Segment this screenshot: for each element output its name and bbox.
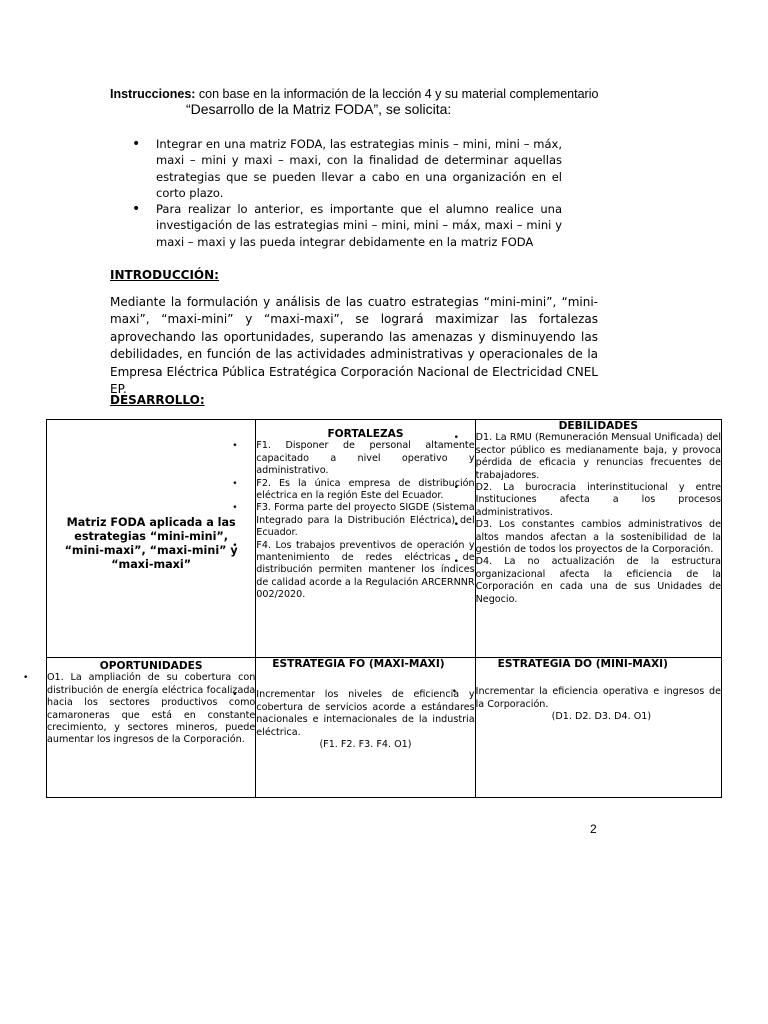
list-item: • O1. La ampliación de su cobertura con distribución de energía eléctrica focalizada hacia los sectores productivos como camaroneras que está en constante crecimiento, y sectores mineros, puede aumentar los ingresos de la Corporación. [47, 672, 255, 746]
debilidades-cell [475, 420, 721, 658]
oportunidades-heading: OPORTUNIDADES [99, 660, 203, 672]
list-item: • D4. La no actualización de la estructura organizacional afecta la eficiencia de la Corporación en cada una de sus Unidades de Negocio. [476, 556, 721, 606]
list-item: • D3. Los constantes cambios administrativos de altos mandos afectan a la sostenibilidad de la gestión de todos los proyectos de la Corporación. [476, 519, 721, 556]
estrategia-fo-list [256, 689, 474, 739]
foda-matrix-table [46, 419, 722, 798]
page-number: 2 [590, 822, 597, 836]
instructions-label: Instrucciones: [110, 87, 196, 101]
estrategia-do-cell [475, 658, 721, 798]
bullet-item: • Integrar en una matriz FODA, las estrategias minis – mini, mini – máx, maxi – mini y maxi – maxi, con la finalidad de determinar aquellas estrategias que se pueden llevar a cabo en una organización en el corto plazo. [130, 136, 562, 201]
list-item: • D2. La burocracia interinstitucional y entre Instituciones afecta a los procesos administrativos. [476, 482, 721, 519]
estrategia-fo-heading: ESTRATEGIA FO (MAXI-MAXI) [272, 658, 445, 670]
oportunidades-cell [47, 658, 256, 798]
instructions-text: con base en la información de la lección 4 y su material complementario [195, 87, 599, 101]
oportunidades-list [47, 672, 255, 746]
estrategia-fo-cell [256, 658, 475, 798]
list-item: • Incrementar los niveles de eficiencia y cobertura de servicios acorde a estándares nacionales e internacionales de la industria eléctrica. [256, 689, 474, 739]
fortalezas-heading: FORTALEZAS [327, 428, 404, 440]
instructions-bullets [130, 136, 562, 250]
list-item: • F3. Forma parte del proyecto SIGDE (Sistema Integrado para la Distribución Eléctrica) del Ecuador. [256, 502, 474, 539]
list-item: • D1. La RMU (Remuneración Mensual Unificada) del sector público es medianamente baja, y provoca pérdida de eficacia y renuncias frecuentes de trabajadores. [476, 432, 721, 482]
estrategia-do-codes: (D1. D2. D3. D4. O1) [551, 711, 652, 723]
introduction-heading: INTRODUCCIÓN: [110, 268, 219, 282]
list-item: • Incrementar la eficiencia operativa e ingresos de la Corporación. [476, 686, 721, 711]
table-row [47, 420, 722, 658]
bullet-item: • Para realizar lo anterior, es importante que el alumno realice una investigación de las estrategias mini – mini, mini – máx, maxi – mini y maxi – maxi y las pueda integrar debidamente en la matriz FODA [130, 201, 562, 250]
debilidades-list [476, 432, 721, 606]
estrategia-do-heading: ESTRATEGIA DO (MINI-MAXI) [497, 658, 668, 670]
introduction-body: Mediante la formulación y análisis de las cuatro estrategias “mini-mini”, “mini-maxi”, “maxi-mini” y “maxi-maxi”, se logrará maximizar las fortalezas aprovechando las oportunidades, superando las amenazas y disminuyendo las debilidades, en función de las actividades administrativas y operacionales de la Empresa Eléctrica Pública Estratégica Corporación Nacional de Electricidad CNEL EP. [110, 295, 598, 397]
instructions-line [110, 87, 630, 102]
fortalezas-cell [256, 420, 475, 658]
estrategia-fo-codes: (F1. F2. F3. F4. O1) [319, 739, 412, 751]
matrix-title: Matriz FODA aplicada a las estrategias “mini-mini”, “mini-maxi”, “maxi-mini” y “maxi-maxi” [64, 516, 238, 571]
list-item: • F4. Los trabajos preventivos de operación y mantenimiento de redes eléctricas de distribución permiten mantener los índices de calidad acorde a la Regulación ARCERNNR 002/2020. [256, 540, 474, 602]
list-item: • F2. Es la única empresa de distribución eléctrica en la región Este del Ecuador. [256, 478, 474, 503]
table-row [47, 658, 722, 798]
fortalezas-list [256, 440, 474, 601]
estrategia-do-list [476, 686, 721, 711]
development-heading: DESARROLLO: [110, 393, 205, 407]
list-item: • F1. Disponer de personal altamente capacitado a nivel operativo y administrativo. [256, 440, 474, 477]
instructions-line-2: “Desarrollo de la Matriz FODA”, se solicita: [186, 101, 452, 117]
matrix-title-cell [47, 420, 256, 658]
debilidades-heading: DEBILIDADES [558, 420, 638, 432]
